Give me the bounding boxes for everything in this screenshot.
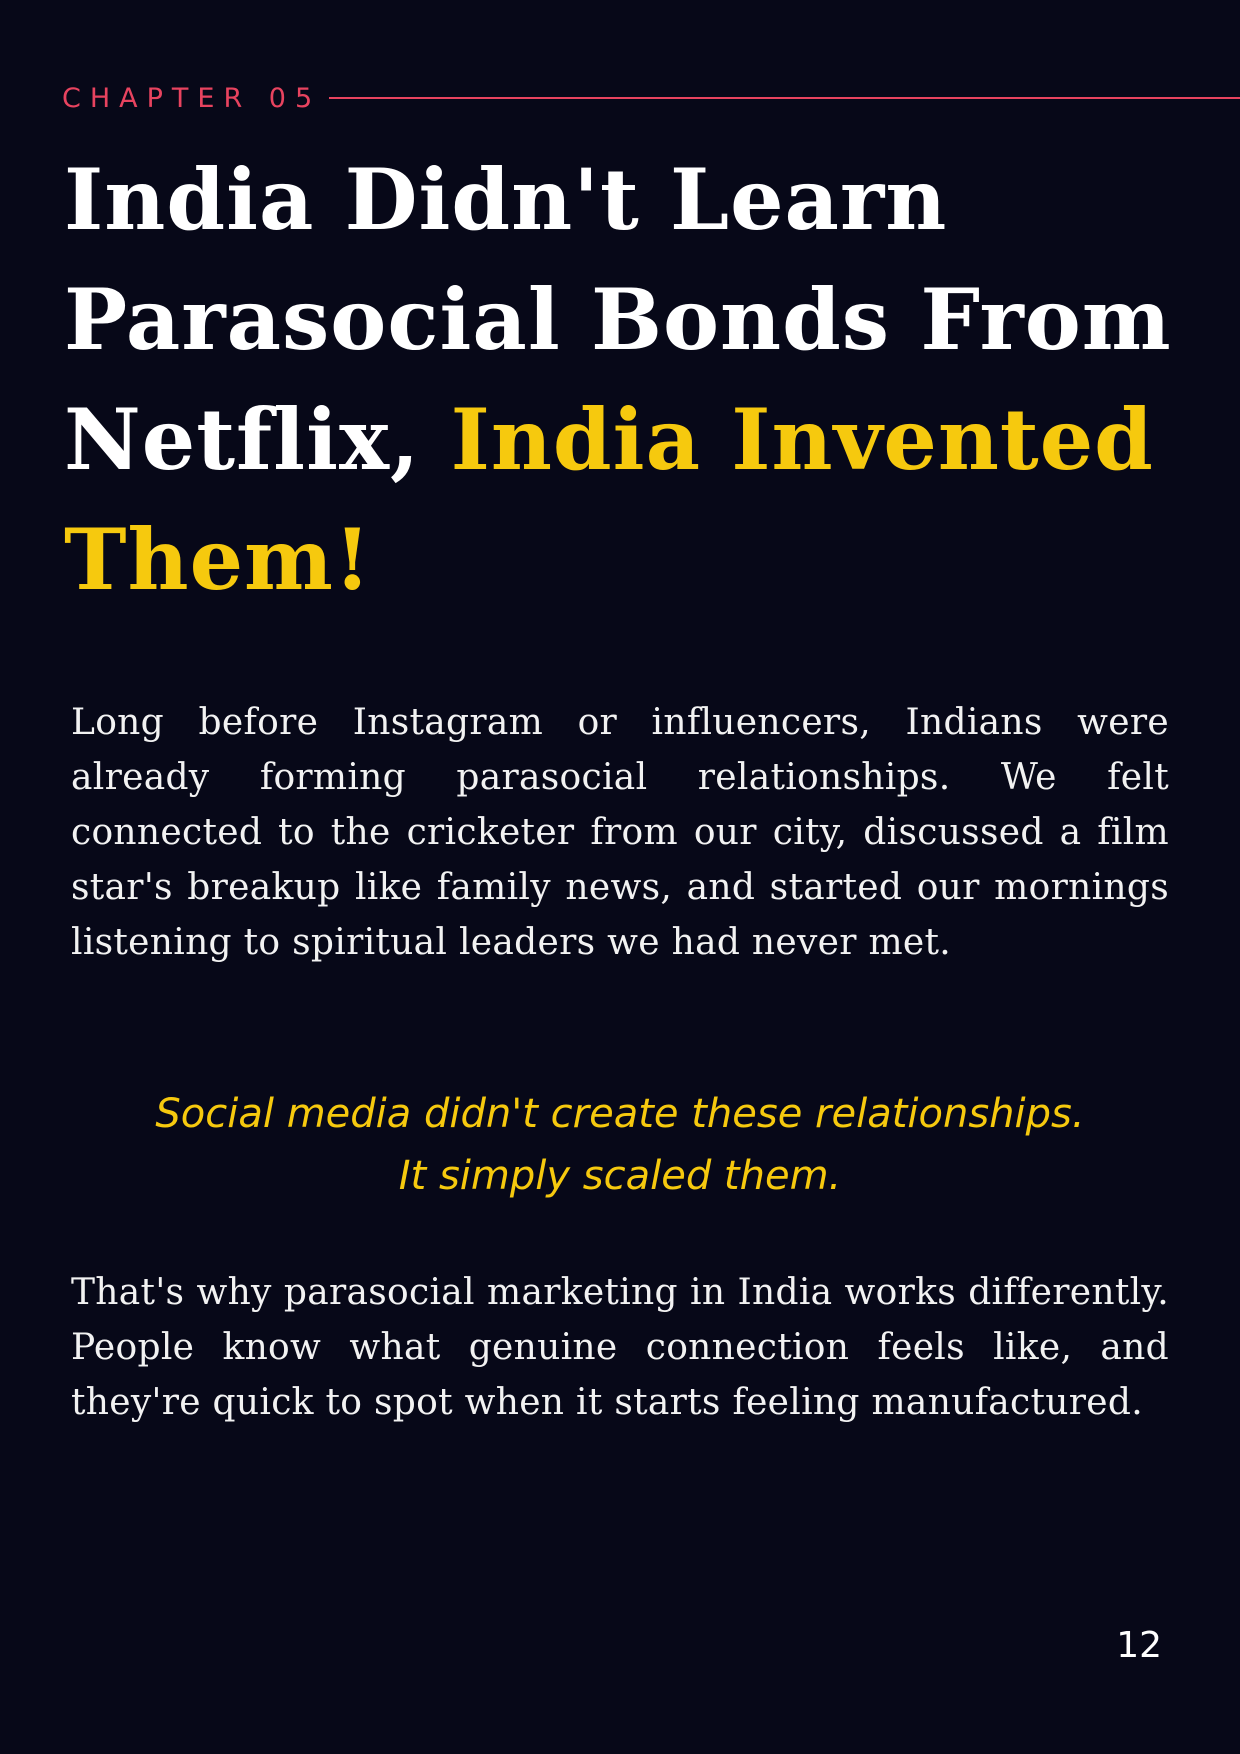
body-paragraph-conclusion: That's why parasocial marketing in India works differently. People know what genuine connection feels like, and they're quick to spot when it starts feeling manufactured. — [71, 1272, 1169, 1423]
body-paragraph-intro: Long before Instagram or influencers, Indians were already forming parasocial relationships. We felt connected to the cricketer from our city, discussed a film star's breakup like family news, and started our mornings listening to spiritual leaders we had never met. — [71, 702, 1169, 963]
title-white-text: India Didn't Learn Parasocial Bonds From Netflix, — [64, 150, 1172, 489]
page-number: 12 — [1116, 1625, 1162, 1666]
pull-quote — [60, 1083, 1180, 1207]
chapter-header — [62, 80, 1240, 116]
chapter-divider-line — [329, 97, 1240, 99]
page-title — [64, 140, 1184, 620]
chapter-label: CHAPTER 05 — [62, 82, 322, 114]
title-highlight-text: India Invented Them! — [64, 390, 1154, 609]
pull-quote-line-2: It simply scaled them. — [398, 1153, 842, 1199]
pull-quote-line-1: Social media didn't create these relationships. — [155, 1091, 1085, 1137]
